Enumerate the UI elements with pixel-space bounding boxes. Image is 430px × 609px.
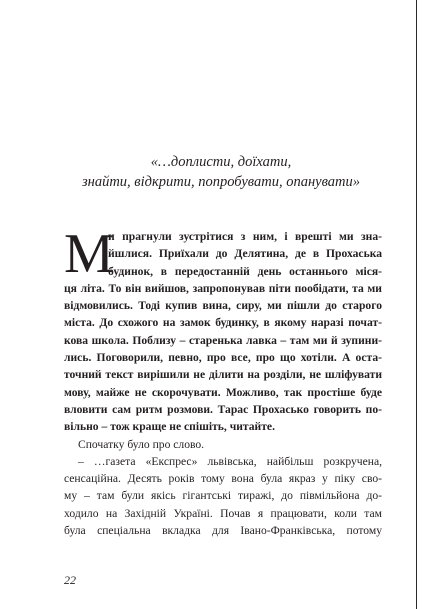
- chapter-title: [60, 152, 382, 192]
- text-line: вільно – тож краще не спішіть, читайте.: [64, 420, 275, 434]
- text-line: міста. До схожого на замок будинку, в якому наразі почат-: [64, 316, 382, 330]
- text-line: ходило на Західній Україні. Почав я працювати, коли там: [64, 506, 382, 520]
- body-text: [64, 223, 382, 539]
- text-line: сенсаційна. Десять років тому вона була якраз у піку сво-: [64, 472, 382, 486]
- text-line: йшлися. Приїхали до Делятина, де в Прохаська: [108, 247, 382, 261]
- text-line: лись. Поговорили, певно, про все, про що хотіли. А оста-: [64, 351, 382, 365]
- chapter-title-line-1: «…доплисти, доїхати,: [150, 154, 292, 170]
- text-line: му – там були якісь гігантські тиражі, до півмільйона до-: [64, 489, 382, 503]
- chapter-title-line-2: знайти, відкрити, попробувати, опанувати»: [81, 174, 361, 190]
- text-line: Спочатку було про слово.: [78, 437, 205, 451]
- text-line: мову, майже не скорочувати. Можливо, так простіше буде: [64, 385, 382, 399]
- page-edge-line: [416, 0, 417, 609]
- page-number: 22: [64, 573, 76, 587]
- drop-cap: М: [64, 223, 114, 285]
- text-line: будинок, в передостанній день останнього міся-: [108, 264, 382, 278]
- text-line: кова школа. Поблизу – старенька лавка – там ми й зупини-: [64, 333, 382, 347]
- text-line: точний текст вирішили не ділити на розділи, не шліфувати: [64, 368, 382, 382]
- text-line: вловити сам ритм розмови. Тарас Прохасько говорить по-: [64, 402, 382, 416]
- text-line: була спеціальна вкладка для Івано-Франківська, потому: [64, 524, 382, 538]
- text-line: ця літа. То він вийшов, запропонував піти пообідати, та ми: [64, 281, 382, 295]
- text-line: – …газета «Експрес» львівська, найбільш розкручена,: [78, 454, 382, 468]
- text-line: відмовились. Тоді купив вина, сиру, ми пішли до старого: [64, 299, 382, 313]
- text-line: и прагнули зустрітися з ним, і врешті ми зна-: [108, 230, 382, 243]
